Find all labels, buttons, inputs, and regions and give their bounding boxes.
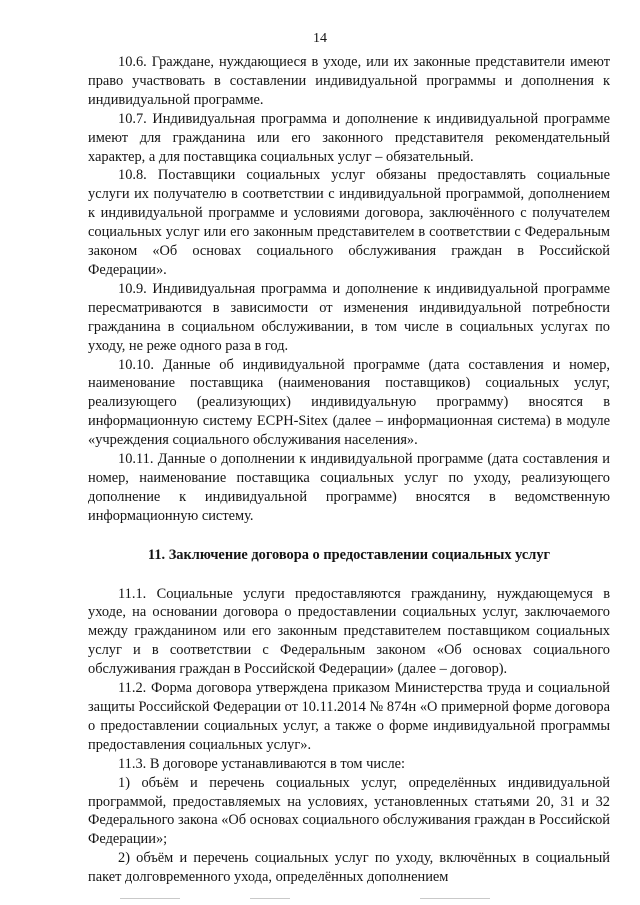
paragraph-11-2: 11.2. Форма договора утверждена приказом Министерства труда и социальной защиты Российской Федерации от 10.11.2014 № 874н «О примерной форме договора о предоставлении социальных услуг, а также о форме индивидуальной программы предоставления социальных услуг».	[88, 680, 610, 753]
section-heading-11: 11. Заключение договора о предоставлении социальных услуг	[147, 546, 551, 563]
paragraph-10-8: 10.8. Поставщики социальных услуг обязаны предоставлять социальные услуги их получателю в соответствии с индивидуальной программой, дополнением к индивидуальной программе и условиями договора, заключённого с получателем социальных услуг или его законным представителем в соответствии с Федеральным законом «Об основах социального обслуживания граждан в Российской Федерации».	[88, 167, 610, 278]
paragraph-11-3-item-1: 1) объём и перечень социальных услуг, определённых индивидуальной программой, предоставляемых на условиях, установленных статьями 20, 31 и 32 Федерального закона «Об основах социального обслуживания граждан в Российской Федерации»;	[88, 774, 610, 848]
paragraph-10-11: 10.11. Данные о дополнении к индивидуальной программе (дата составления и номер, наименование поставщика социальных услуг по уходу, реализующего дополнение к индивидуальной программе) вносятся в ведомственную информационную систему.	[88, 451, 610, 524]
paragraph-10-9: 10.9. Индивидуальная программа и дополнение к индивидуальной программе пересматриваются в зависимости от изменения индивидуальной потребности гражданина в социальном обслуживании, в том числе в социальных услугах по уходу, не реже одного раза в год.	[88, 280, 610, 354]
paragraph-11-1: 11.1. Социальные услуги предоставляются гражданину, нуждающемуся в уходе, на основании договора о предоставлении социальных услуг, заключаемого между гражданином или его законным представителем поставщиком социальных услуг и в соответствии с Федеральным законом «Об основах социального обслуживания граждан в Российской Федерации» (далее – договор).	[88, 585, 610, 678]
page-number: 14	[313, 31, 327, 46]
document-body	[88, 53, 610, 887]
paragraph-11-3-item-2: 2) объём и перечень социальных услуг по уходу, включённых в социальный пакет долговременного ухода, определённых дополнением	[88, 850, 610, 886]
scan-artifact	[420, 898, 490, 899]
paragraph-10-10: 10.10. Данные об индивидуальной программе (дата составления и номер, наименование поставщика (наименования поставщиков) социальных услуг, реализующего (реализующих) индивидуальную программу) вносятся в информационную систему ЕСРН-Sitex (далее – информационная система) в модуле «учреждения социального обслуживания населения».	[88, 356, 610, 449]
paragraph-11-3: 11.3. В договоре устанавливаются в том числе:	[118, 755, 406, 772]
paragraph-10-7: 10.7. Индивидуальная программа и дополнение к индивидуальной программе имеют для гражданина или его законного представителя рекомендательный характер, а для поставщика социальных услуг – обязательный.	[88, 110, 610, 165]
scan-artifact	[120, 898, 180, 899]
scan-artifact	[250, 898, 290, 899]
paragraph-10-6: 10.6. Граждане, нуждающиеся в уходе, или их законные представители имеют право участвовать в составлении индивидуальной программы и дополнения к индивидуальной программе.	[88, 54, 610, 108]
